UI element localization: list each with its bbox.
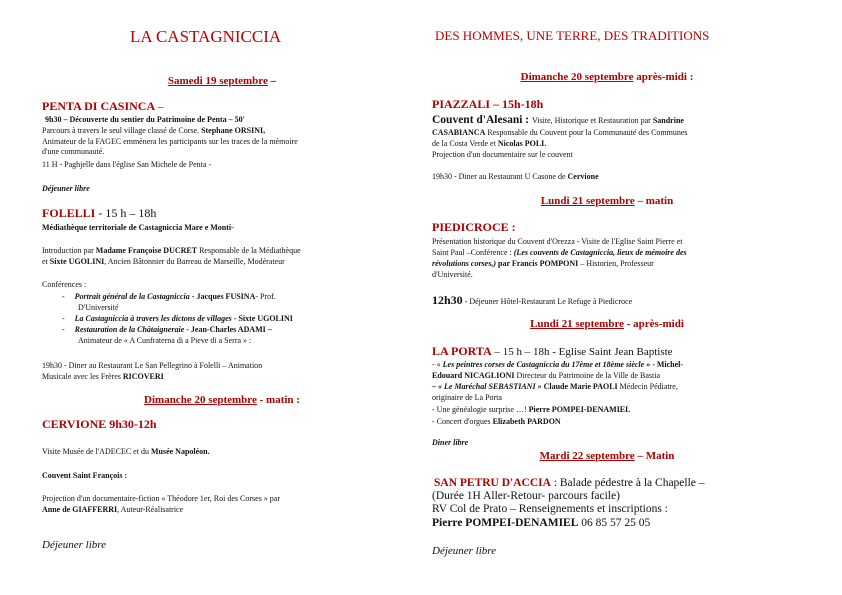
text: Directeur du Patrimoine de la Ville de Bastia [514,371,661,380]
lunch-note: Déjeuner libre [432,545,497,557]
conference-item-cont: Animateur de « A Cunfraterna di a Pieve di a Serra » : [78,336,252,345]
place-name: PIEDICROCE : [432,220,516,234]
museum-name: Musée Napoléon. [150,447,210,456]
text: - Concert d'orgues [432,417,493,426]
text: - Prof. [255,292,276,301]
date-header-tuesday [432,450,782,462]
piedicroce-heading [432,222,516,234]
text: de la Costa Verde et [432,139,498,148]
conference-title: – « Le Maréchal SEBASTIANI » [432,382,542,391]
conference-title: Restauration de la Châtaigneraie [74,325,185,334]
date-suffix: après-midi : [633,71,694,83]
date-suffix: - après-midi [624,318,684,330]
contact-line [432,517,650,530]
person-name: Sandrine [652,116,684,125]
date-suffix: – [267,75,277,87]
person-name: Nicolas POLI. [497,139,547,148]
cervione-line [42,447,210,457]
text: – Historien, Professeur [578,259,654,268]
text: - « [432,360,443,369]
porta-line [432,382,678,392]
conference-title: Portrait général de la Castagniccia [74,292,190,301]
right-title: DES HOMMES, UNE TERRE, DES TRADITIONS [435,28,710,43]
text: - Déjeuner Hôtel-Restaurant Le Refuge à Piedicroce [464,297,633,306]
conference-title: La Castagniccia à travers les dictons de villages [74,314,232,323]
piedicroce-line [432,259,654,269]
left-title: LA CASTAGNICCIA [130,27,282,46]
phone-number: 06 85 57 25 05 [578,517,651,529]
dash: – [155,101,164,113]
piazzali-line: Projection d'un documentaire sur le couvent [432,150,573,159]
text: Saint Paul –Conférence : [432,248,514,257]
piedicroce-line: Présentation historique du Couvent d'Orezza - Visite de l'Eglise Saint Pierre et [432,237,683,246]
lunch-note: Déjeuner libre [42,184,90,193]
place-name: PENTA DI CASINCA [42,99,156,113]
person-name: Anne de GIAFFERRI [42,505,118,514]
lunch-line [432,294,632,308]
porta-line [432,417,561,427]
text: Visite Musée de l'ADECEC et du [42,447,151,456]
conference-title: révolutions corses,) [432,259,496,268]
text: 19h30 - Diner au Restaurant U Casone de [432,172,568,181]
date-text: Lundi 21 septembre [530,318,625,330]
conference-title: Les peintres corses de Castagniccia du 17ème et 18ème siècle [442,360,645,369]
piedicroce-line [432,248,687,258]
date-suffix: – Matin [634,450,675,462]
penta-line: d'une communauté. [42,147,105,156]
person-name: Madame Françoise DUCRET [95,246,198,255]
performer: Elizabeth PARDON [492,417,561,426]
piazzali-heading [432,99,543,111]
porta-heading [432,345,673,359]
piazzali-line [432,139,546,149]
venue-name: Couvent d'Alesani : [432,114,532,126]
folelli-line [42,257,285,267]
date-header-monday-afternoon [432,318,782,330]
text: Médecin Pédiatre, [617,382,678,391]
penta-line: Animateur de la FAGEC emmènera les participants sur les traces de la mémoire [42,137,298,146]
speaker: Edouard NICAGLIONI [432,371,515,380]
folelli-line: Médiathèque territoriale de Castagniccia Mare e Monti- [42,223,234,232]
speaker: - Jean-Charles ADAMI – [184,325,272,334]
cervione-line: Projection d'un documentaire-fiction « Théodore 1er, Roi des Corses » par [42,494,281,503]
porta-line: originaire de La Porta [432,393,502,402]
person-name: RICOVERI [122,372,164,381]
cervione-line: Couvent Saint François : [42,471,128,480]
speaker: Pierre POMPEI-DENAMIEL [528,405,631,414]
piazzali-line [432,128,688,138]
contact-name: Pierre POMPEI-DENAMIEL [432,517,579,529]
porta-line [432,405,630,415]
date-text: Dimanche 20 septembre [520,71,634,83]
date-suffix: – matin [634,195,674,207]
text: Introduction par [42,246,96,255]
cervione-line [42,505,183,515]
date-text: Mardi 22 septembre [539,450,635,462]
date-text: Lundi 21 septembre [540,195,635,207]
date-header-sunday-morning [42,394,402,406]
date-header-saturday [42,75,402,87]
place-name: FOLELLI [42,206,96,220]
date-text: Samedi 19 septembre [167,75,268,87]
date-suffix: - matin : [256,394,300,406]
person-name: Stephane ORSINI, [201,126,266,135]
dinner-line: 19h30 - Diner au Restaurant Le San Pellegrino à Folelli – Animation [42,361,263,370]
dinner-note: Diner libre [432,438,469,447]
conference-item: - La Castagniccia à travers les dictons de villages - Sixte UGOLINI [62,314,293,323]
speaker: » - Michel- [644,360,684,369]
penta-heading [42,101,163,113]
date-text: Dimanche 20 septembre [144,394,257,406]
person-name: Sixte UGOLINI [49,257,105,266]
conference-item-cont: D'Université [78,303,119,312]
person-name: CASABIANCA [432,128,486,137]
conference-item: - Restauration de la Châtaigneraie - Jean-Charles ADAMI – [62,325,272,334]
text: Musicale avec les Frères [42,372,123,381]
time: - 15 h – 18h [95,206,157,220]
folelli-heading [42,208,156,220]
folelli-line [42,246,301,256]
time: – 15 h – 18h - Eglise Saint Jean Baptiste [491,346,673,358]
place-name: SAN PETRU D'ACCIA [434,477,551,489]
date-header-sunday-afternoon [432,71,782,83]
place-name: PIAZZALI – 15h-18h [432,97,544,111]
conferences-label: Conférences : [42,280,87,289]
text: , Auteur-Réalisatrice [117,505,184,514]
place-name: LA PORTA [432,344,492,358]
sanpetru-line: RV Col de Prato – Renseignements et inscriptions : [432,503,668,515]
penta-line: 11 H - Paghjelle dans l'église San Michele de Penta - [42,160,212,169]
place-name: Cervione [567,172,599,181]
text: : Balade pédestre à la Chapelle – [550,477,705,489]
date-header-monday-morning [432,195,782,207]
text: - Une généalogie surprise …! [432,405,529,414]
sanpetru-line: (Durée 1H Aller-Retour- parcours facile) [432,490,620,502]
dinner-line [42,372,164,382]
time: 12h30 [432,293,463,307]
porta-line [432,360,683,370]
speaker: Claude Marie PAOLI [541,382,618,391]
conference-title: (Les couvents de Castagniccia, lieux de mémoire des [513,248,687,257]
speaker: - Jacques FUSINA [189,292,256,301]
speaker: par Francis POMPONI [496,259,579,268]
sanpetru-line [434,477,705,490]
piedicroce-line: d'Université. [432,270,473,279]
cervione-heading [42,419,157,431]
speaker: - Sixte UGOLINI [231,314,293,323]
penta-line [42,126,265,136]
penta-line: 9h30 – Découverte du sentier du Patrimoine de Penta – 50' [45,115,245,124]
dinner-line [432,172,599,182]
lunch-note: Déjeuner libre [42,539,107,551]
text: et [42,257,50,266]
text: Responsable de la Médiathèque [197,246,301,255]
place-name: CERVIONE 9h30-12h [42,417,157,431]
text: , Ancien Bâtonnier du Barreau de Marseille, Modérateur [104,257,285,266]
porta-line [432,371,660,381]
piazzali-line [432,114,684,127]
text: Responsable du Couvent pour la Communauté des Communes [485,128,688,137]
text: Parcours à travers le seul village classé de Corse. [42,126,202,135]
conference-item: - Portrait général de la Castagniccia - Jacques FUSINA- Prof. [62,292,276,301]
text: Visite, Historique et Restauration par [532,116,653,125]
